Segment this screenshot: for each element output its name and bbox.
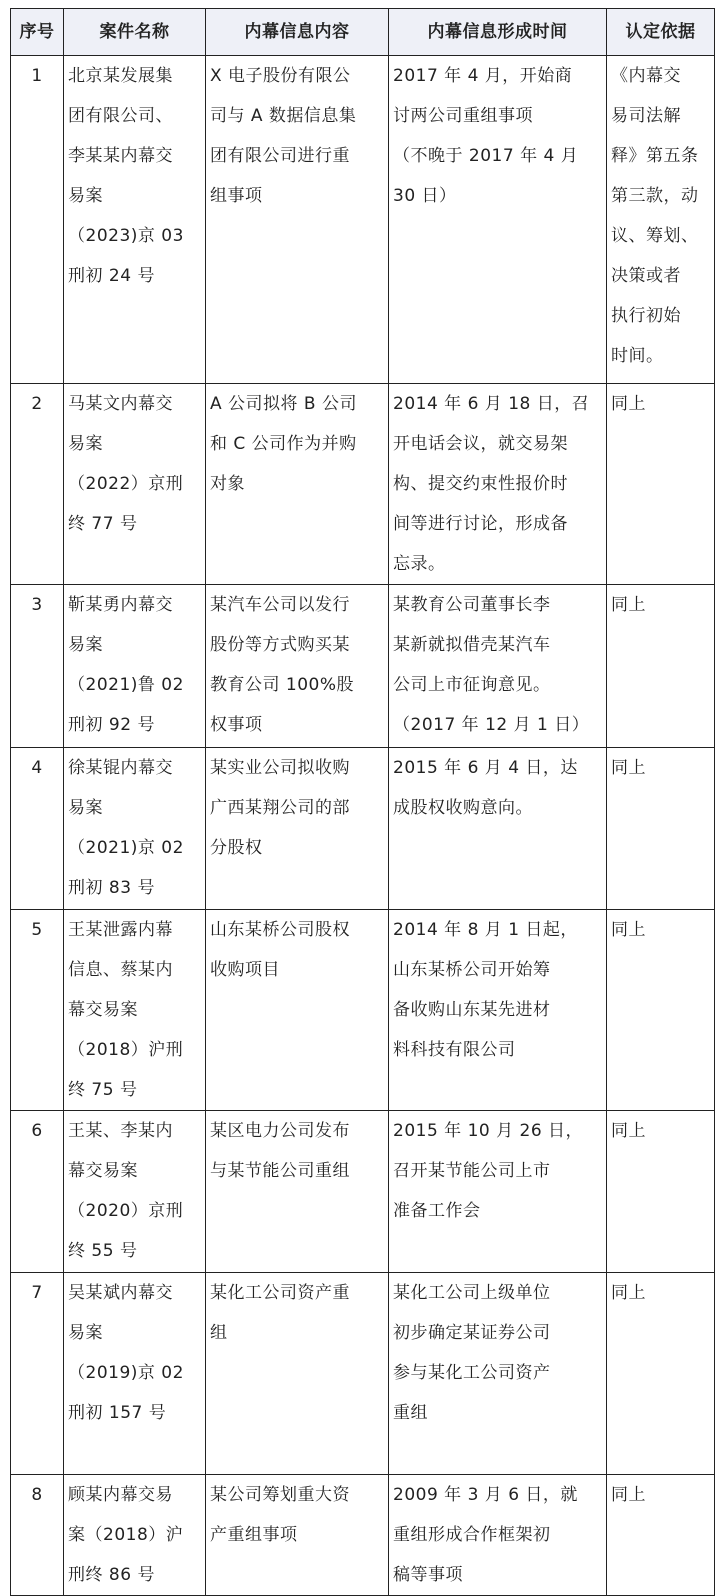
cell-basis: 同上 — [607, 910, 715, 1111]
insider-trading-cases-table — [10, 8, 715, 1596]
cell-info-time: 2015 年 10 月 26 日， 召开某节能公司上市 准备工作会 — [389, 1111, 607, 1273]
cell-case-name: 马某文内幕交 易案 （2022）京刑 终 77 号 — [64, 384, 206, 585]
cell-info-time: 2015 年 6 月 4 日，达 成股权收购意向。 — [389, 748, 607, 910]
cell-no: 7 — [11, 1273, 64, 1475]
cell-info-content: 某公司筹划重大资 产重组事项 — [206, 1475, 389, 1596]
cell-info-time: 某教育公司董事长李 某新就拟借壳某汽车 公司上市征询意见。 （2017 年 12 月 1 日） — [389, 585, 607, 748]
cell-no: 6 — [11, 1111, 64, 1273]
cell-case-name: 吴某斌内幕交 易案 （2019)京 02 刑初 157 号 — [64, 1273, 206, 1475]
cell-case-name: 王某泄露内幕 信息、蔡某内 幕交易案 （2018）沪刑 终 75 号 — [64, 910, 206, 1111]
cell-info-content: A 公司拟将 B 公司 和 C 公司作为并购 对象 — [206, 384, 389, 585]
cell-basis: 同上 — [607, 748, 715, 910]
cell-info-content: 某实业公司拟收购 广西某翔公司的部 分股权 — [206, 748, 389, 910]
cell-no: 5 — [11, 910, 64, 1111]
table-row — [11, 1475, 715, 1596]
cell-case-name: 北京某发展集 团有限公司、 李某某内幕交 易案 （2023)京 03 刑初 24 号 — [64, 56, 206, 384]
table-row — [11, 585, 715, 748]
cell-info-time: 2009 年 3 月 6 日，就 重组形成合作框架初 稿等事项 — [389, 1475, 607, 1596]
table-row — [11, 1111, 715, 1273]
cell-basis: 《内幕交 易司法解 释》第五条 第三款，动 议、筹划、 决策或者 执行初始 时间。 — [607, 56, 715, 384]
cell-info-content: X 电子股份有限公 司与 A 数据信息集 团有限公司进行重 组事项 — [206, 56, 389, 384]
cell-info-content: 某区电力公司发布 与某节能公司重组 — [206, 1111, 389, 1273]
cell-basis: 同上 — [607, 1111, 715, 1273]
table-row — [11, 910, 715, 1111]
table-row — [11, 384, 715, 585]
header-case-name: 案件名称 — [64, 9, 206, 56]
cell-case-name: 靳某勇内幕交 易案 （2021)鲁 02 刑初 92 号 — [64, 585, 206, 748]
header-info-time: 内幕信息形成时间 — [389, 9, 607, 56]
cell-info-content: 某化工公司资产重 组 — [206, 1273, 389, 1475]
cell-no: 4 — [11, 748, 64, 910]
cell-info-content: 山东某桥公司股权 收购项目 — [206, 910, 389, 1111]
cell-basis: 同上 — [607, 1475, 715, 1596]
cell-case-name: 王某、李某内 幕交易案 （2020）京刑 终 55 号 — [64, 1111, 206, 1273]
cell-info-content: 某汽车公司以发行 股份等方式购买某 教育公司 100%股 权事项 — [206, 585, 389, 748]
cell-info-time: 某化工公司上级单位 初步确定某证券公司 参与某化工公司资产 重组 — [389, 1273, 607, 1475]
cell-no: 3 — [11, 585, 64, 748]
table-row — [11, 56, 715, 384]
cell-case-name: 顾某内幕交易 案（2018）沪 刑终 86 号 — [64, 1475, 206, 1596]
cell-no: 1 — [11, 56, 64, 384]
cell-no: 8 — [11, 1475, 64, 1596]
table-row — [11, 748, 715, 910]
cell-info-time: 2017 年 4 月，开始商 讨两公司重组事项 （不晚于 2017 年 4 月 30 日） — [389, 56, 607, 384]
cell-info-time: 2014 年 6 月 18 日，召 开电话会议，就交易架 构、提交约束性报价时 间等进行讨论，形成备 忘录。 — [389, 384, 607, 585]
cell-basis: 同上 — [607, 585, 715, 748]
cell-no: 2 — [11, 384, 64, 585]
header-basis: 认定依据 — [607, 9, 715, 56]
header-no: 序号 — [11, 9, 64, 56]
header-info-content: 内幕信息内容 — [206, 9, 389, 56]
table-header-row — [11, 9, 715, 56]
cell-info-time: 2014 年 8 月 1 日起， 山东某桥公司开始筹 备收购山东某先进材 料科技有限公司 — [389, 910, 607, 1111]
cell-basis: 同上 — [607, 1273, 715, 1475]
cell-case-name: 徐某锟内幕交 易案 （2021)京 02 刑初 83 号 — [64, 748, 206, 910]
table-row — [11, 1273, 715, 1475]
cell-basis: 同上 — [607, 384, 715, 585]
